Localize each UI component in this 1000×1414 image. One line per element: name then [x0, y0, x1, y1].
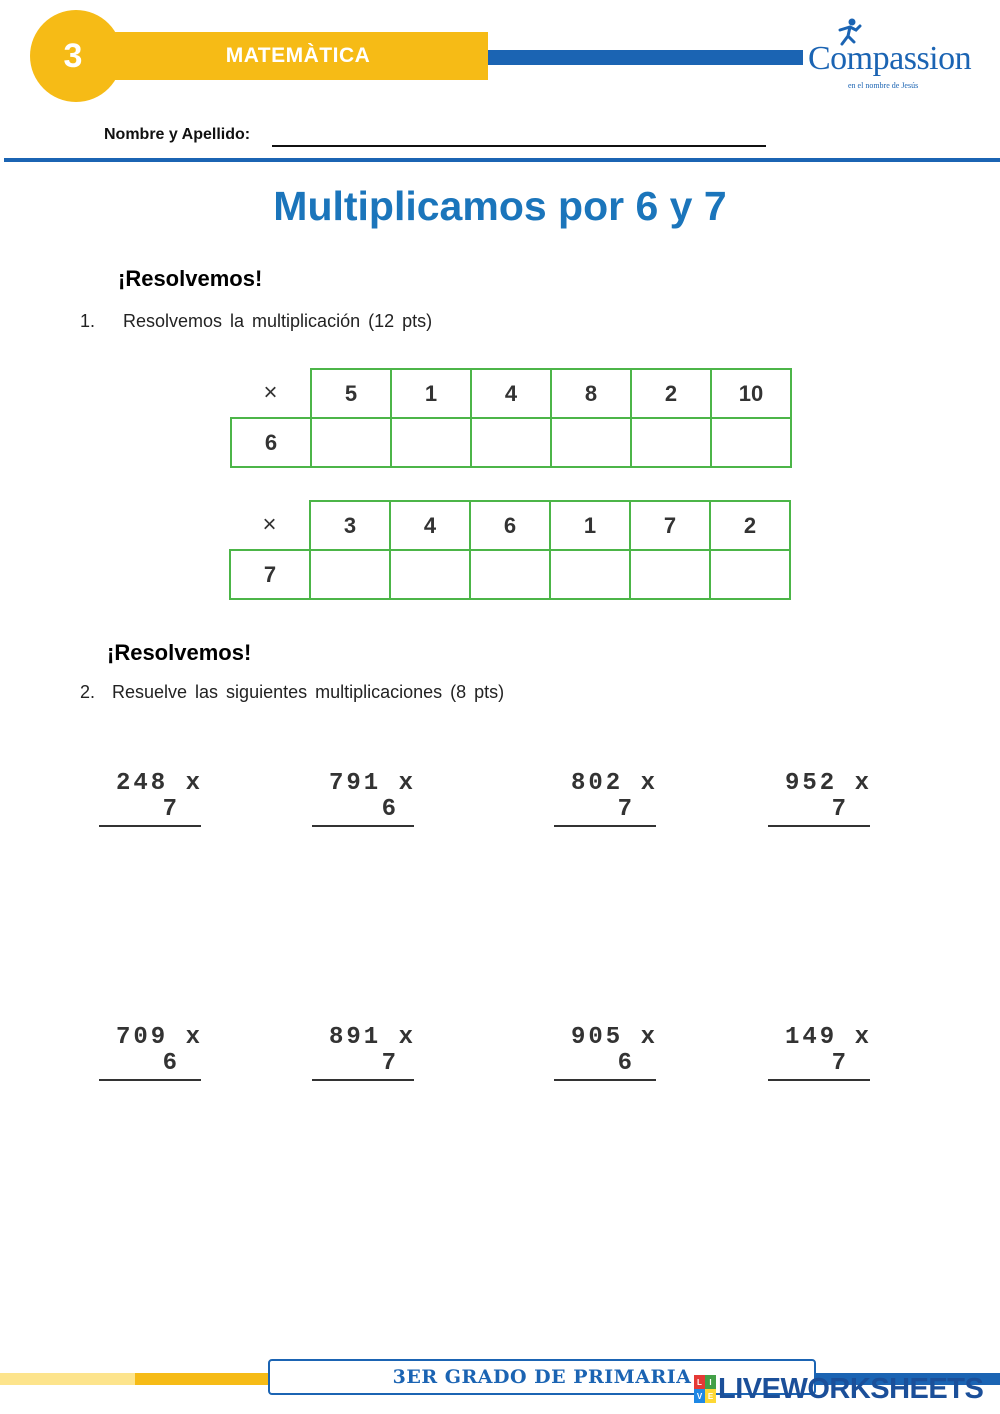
page-title: Multiplicamos por 6 y 7 — [273, 183, 727, 229]
factor-cell: 4 — [390, 501, 470, 550]
multiplication-table-7 — [229, 500, 791, 600]
answer-cell[interactable] — [390, 550, 470, 599]
answer-cell[interactable] — [710, 550, 790, 599]
name-label: Nombre y Apellido: — [104, 126, 251, 143]
icon-letter: L — [694, 1375, 705, 1389]
answer-cell[interactable] — [471, 418, 551, 467]
problem-multiplicand: 248 x — [115, 770, 203, 797]
multiplication-problem[interactable] — [554, 770, 674, 840]
problem-line — [768, 825, 870, 827]
factor-cell: 8 — [551, 369, 631, 418]
problem-multiplier: 7 — [162, 796, 177, 823]
problem-multiplicand: 791 x — [328, 770, 416, 797]
multiplier-cell: 6 — [231, 418, 311, 467]
answer-cell[interactable] — [470, 550, 550, 599]
footer-grade-text: 3ER GRADO DE PRIMARIA — [392, 1366, 692, 1388]
answer-cell[interactable] — [711, 418, 791, 467]
problem-line — [554, 1079, 656, 1081]
problem-multiplier: 7 — [617, 796, 632, 823]
multiplication-problem[interactable] — [99, 1024, 219, 1094]
header-accent-bar — [488, 50, 803, 65]
footer-stripe-yellow — [135, 1373, 270, 1385]
answer-cell[interactable] — [310, 550, 390, 599]
times-symbol: × — [230, 501, 310, 550]
multiplication-table-6 — [230, 368, 792, 468]
answer-cell[interactable] — [631, 418, 711, 467]
section2-number: 2. — [80, 682, 96, 702]
factor-cell: 10 — [711, 369, 791, 418]
compassion-logo — [808, 18, 988, 98]
factor-cell: 1 — [550, 501, 630, 550]
multiplication-problem[interactable] — [312, 770, 432, 840]
problem-multiplier: 6 — [617, 1050, 632, 1077]
factor-cell: 4 — [471, 369, 551, 418]
subject-banner — [78, 32, 488, 80]
multiplication-problem[interactable] — [768, 1024, 888, 1094]
answer-cell[interactable] — [550, 550, 630, 599]
factor-cell: 6 — [470, 501, 550, 550]
problem-line — [768, 1079, 870, 1081]
factor-cell: 2 — [710, 501, 790, 550]
problem-line — [99, 825, 201, 827]
problem-multiplier: 7 — [381, 1050, 396, 1077]
answer-cell[interactable] — [630, 550, 710, 599]
problem-multiplier: 7 — [831, 1050, 846, 1077]
grade-badge — [30, 10, 122, 102]
liveworksheets-watermark — [694, 1372, 983, 1406]
answer-cell[interactable] — [551, 418, 631, 467]
multiplication-problem[interactable] — [312, 1024, 432, 1094]
problem-line — [312, 1079, 414, 1081]
problem-multiplier: 7 — [831, 796, 846, 823]
icon-letter: E — [705, 1389, 716, 1403]
problem-multiplicand: 149 x — [784, 1024, 872, 1051]
section1-instruction: Resolvemos la multiplicación (12 pts) — [123, 311, 433, 331]
factor-cell: 5 — [311, 369, 391, 418]
problem-multiplicand: 802 x — [570, 770, 658, 797]
factor-cell: 2 — [631, 369, 711, 418]
footer-stripe-light — [0, 1373, 135, 1385]
name-answer-line[interactable] — [272, 145, 766, 147]
icon-letter: V — [694, 1389, 705, 1403]
multiplication-problem[interactable] — [554, 1024, 674, 1094]
multiplier-cell: 7 — [230, 550, 310, 599]
section2-instruction: Resuelve las siguientes multiplicaciones (8 pts) — [112, 682, 505, 702]
factor-cell: 7 — [630, 501, 710, 550]
multiplication-problem[interactable] — [768, 770, 888, 840]
multiplication-problem[interactable] — [99, 770, 219, 840]
problem-multiplicand: 891 x — [328, 1024, 416, 1051]
header-divider — [4, 158, 1000, 162]
problem-multiplier: 6 — [381, 796, 396, 823]
problem-multiplicand: 905 x — [570, 1024, 658, 1051]
times-symbol: × — [231, 369, 311, 418]
factor-cell: 1 — [391, 369, 471, 418]
answer-cell[interactable] — [391, 418, 471, 467]
problem-multiplier: 6 — [162, 1050, 177, 1077]
answer-cell[interactable] — [311, 418, 391, 467]
liveworksheets-text: LIVEWORKSHEETS — [718, 1372, 984, 1405]
factor-cell: 3 — [310, 501, 390, 550]
icon-letter: I — [705, 1375, 716, 1389]
section1-number: 1. — [80, 311, 96, 331]
subject-title: MATEMÀTICA — [225, 44, 371, 67]
logo-wordmark: Compassion — [808, 40, 972, 77]
logo-tagline: en el nombre de Jesús — [848, 81, 919, 90]
liveworksheets-icon — [694, 1375, 716, 1403]
problem-line — [312, 825, 414, 827]
problem-multiplicand: 709 x — [115, 1024, 203, 1051]
grade-number: 3 — [63, 36, 83, 75]
section2-heading: ¡Resolvemos! — [107, 640, 252, 665]
problem-line — [99, 1079, 201, 1081]
problem-multiplicand: 952 x — [784, 770, 872, 797]
section1-heading: ¡Resolvemos! — [118, 266, 263, 291]
problem-line — [554, 825, 656, 827]
